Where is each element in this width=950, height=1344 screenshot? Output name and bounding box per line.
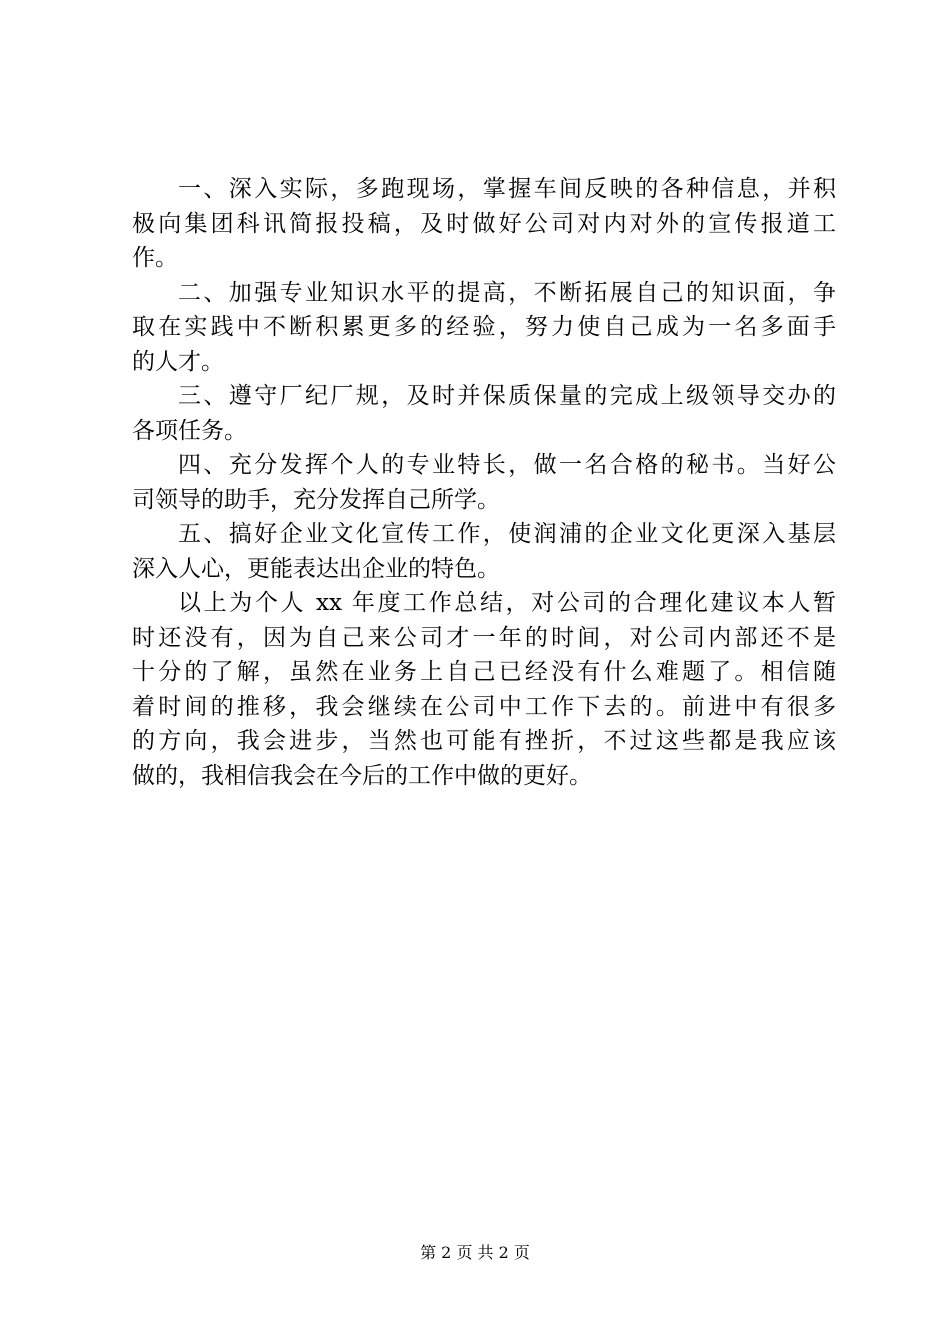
paragraph-line: 做的，我相信我会在今后的工作中做的更好。 <box>132 762 592 789</box>
paragraph-line: 取在实践中不断积累更多的经验，努力使自己成为一名多面手 <box>132 314 836 340</box>
paragraph-1 <box>132 172 836 276</box>
paragraph-line: 着时间的推移，我会继续在公司中工作下去的。前进中有很多 <box>132 693 836 720</box>
paragraph-line: 的人才。 <box>132 348 224 375</box>
paragraph-3 <box>132 379 836 448</box>
paragraph-line: 时还没有，因为自己来公司才一年的时间，对公司内部还不是 <box>132 624 836 651</box>
paragraph-line: 三、遵守厂纪厂规，及时并保质保量的完成上级领导交办的 <box>178 383 836 409</box>
paragraph-line: 以上为个人 xx 年度工作总结，对公司的合理化建议本人暂 <box>178 590 836 616</box>
paragraph-line: 四、充分发挥个人的专业特长，做一名合格的秘书。当好公 <box>178 452 836 478</box>
paragraph-4 <box>132 448 836 517</box>
paragraph-line: 司领导的助手，充分发挥自己所学。 <box>132 486 500 513</box>
paragraph-5 <box>132 517 836 586</box>
paragraph-line: 深入人心，更能表达出企业的特色。 <box>132 555 500 582</box>
paragraph-line: 十分的了解，虽然在业务上自己已经没有什么难题了。相信随 <box>132 659 836 685</box>
paragraph-6 <box>132 586 836 793</box>
paragraph-line: 作。 <box>132 245 178 271</box>
paragraph-line: 极向集团科讯简报投稿，及时做好公司对内对外的宣传报道工 <box>132 210 836 237</box>
page-footer: 第 2 页 共 2 页 <box>420 1243 530 1262</box>
paragraph-line: 的方向，我会进步，当然也可能有挫折，不过这些都是我应该 <box>132 728 836 754</box>
document-body <box>132 172 836 793</box>
paragraph-line: 五、搞好企业文化宣传工作，使润浦的企业文化更深入基层 <box>178 521 836 547</box>
paragraph-line: 各项任务。 <box>132 417 247 444</box>
paragraph-line: 二、加强专业知识水平的提高，不断拓展自己的知识面，争 <box>178 279 836 306</box>
paragraph-line: 一、深入实际，多跑现场，掌握车间反映的各种信息，并积 <box>178 176 836 202</box>
paragraph-2 <box>132 276 836 380</box>
